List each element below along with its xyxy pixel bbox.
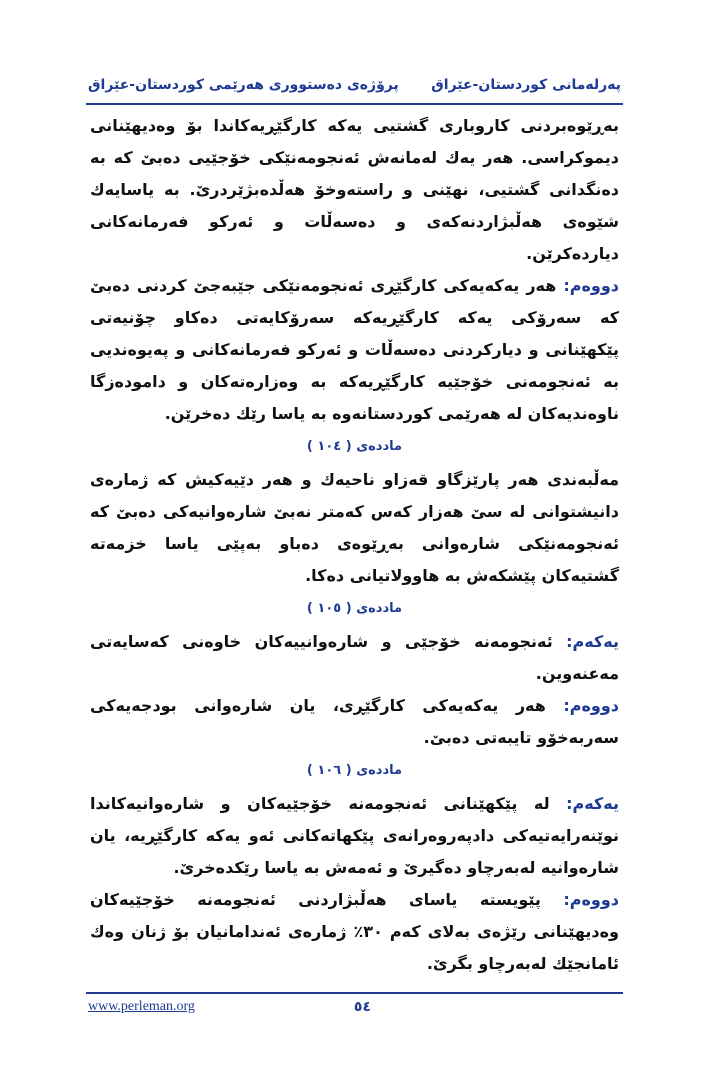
page-number: ٥٤ [353,999,371,1015]
header-document-title: پرۆژەی دەستووری هەرێمی كوردستان-عێراق [88,77,399,93]
clause-text: هەر یەكەیەكی كارگێڕی ئەنجومەنێكی جێبەجێ كردنی دەبێ كە سەرۆكی یەكە كارگێڕیەكە سەرۆكایەتی دەكاو چۆنیەتی پێكهێنانی و دیاركردنی دەسەڵات و ئەركو فەرمانەكانی و پەیوەندیی بە ئەنجومەنی خۆجێیە كارگێڕیەكە بە وەزارەتەكان و دامودەزگا ناوەندیەكان لە هەرێمی كوردستانەوە بە یاسا رێك دەخرێن. [90,276,619,423]
page-header [88,72,621,98]
article-heading-106: ماددەی ( ١٠٦ ) [306,763,403,778]
paragraph-article-104: مەڵبەندی هەر پارێزگاو قەزاو ناحیەك و هەر دێیەكیش كە ژمارەی دانیشتوانی لە سێ هەزار كەس كەمتر نەبێ شارەوانیەكی دەبێ كە ئەنجومەنێكی شارەوانی بەڕێوەی دەباو بەپێی یاسا خزمەتە گشتیەكان پێشكەش بە هاوولاتیانی دەكا. [90,470,619,585]
clause-text: هەر یەكەیەكی كارگێڕی، یان شارەوانی بودجەیەكی سەربەخۆو تایبەتی دەبێ. [90,696,619,747]
clause-label: دووەم: [563,696,619,715]
clause-label: دووەم: [563,276,619,295]
paragraph-second [90,270,619,430]
header-divider [86,103,623,105]
clause-label: یەكەم: [566,794,619,813]
article-heading-105: ماددەی ( ١٠٥ ) [306,601,403,616]
website-link[interactable]: www.perleman.org [88,999,195,1014]
clause-text: ئەنجومەنە خۆجێی و شارەوانییەكان خاوەنی كەسایەتی مەعنەوین. [90,632,619,683]
document-body [90,110,619,980]
page-footer [88,996,621,1018]
paragraph-105-first [90,626,619,690]
header-parliament-title: پەرلەمانی كوردستان-عێراق [431,77,621,93]
clause-text: لە پێكهێنانی ئەنجومەنە خۆجێیەكان و شارەوانیەكاندا نوێنەرایەتیەكی دادپەروەرانەی پێكهاتەكانی ئەو یەكە كارگێڕیە، یان شارەوانیە لەبەرچاو دەگیرێ و ئەمەش بە یاسا رێكدەخرێ. [90,794,619,877]
clause-label: یەكەم: [566,632,619,651]
paragraph-continuation: بەڕێوەبردنی كاروباری گشتیی یەكە كارگێڕیەكاندا بۆ وەدیهێنانی دیموكراسی. هەر یەك لەمانەش ئەنجومەنێكی خۆجێیی دەبێ كە بە دەنگدانی گشتیی، نهێنی و راستەوخۆ هەڵدەبژێردرێ. بە یاسایەك شێوەی هەڵبژاردنەكەی و دەسەڵات و ئەركو فەرمانەكانی دیاردەكرێن. [90,116,619,263]
footer-divider [86,992,623,994]
article-heading-104: ماددەی ( ١٠٤ ) [306,439,403,454]
paragraph-105-second [90,690,619,754]
clause-text: پێویستە یاسای هەڵبژاردنی ئەنجومەنە خۆجێیەكان وەدیهێنانی رێژەی بەلای كەم ٣٠٪ ژمارەی ئەندامانیان بۆ ژنان وەك ئامانجێك لەبەرچاو بگرێ. [90,890,619,973]
paragraph-106-second [90,884,619,980]
clause-label: دووەم: [563,890,619,909]
paragraph-106-first [90,788,619,884]
